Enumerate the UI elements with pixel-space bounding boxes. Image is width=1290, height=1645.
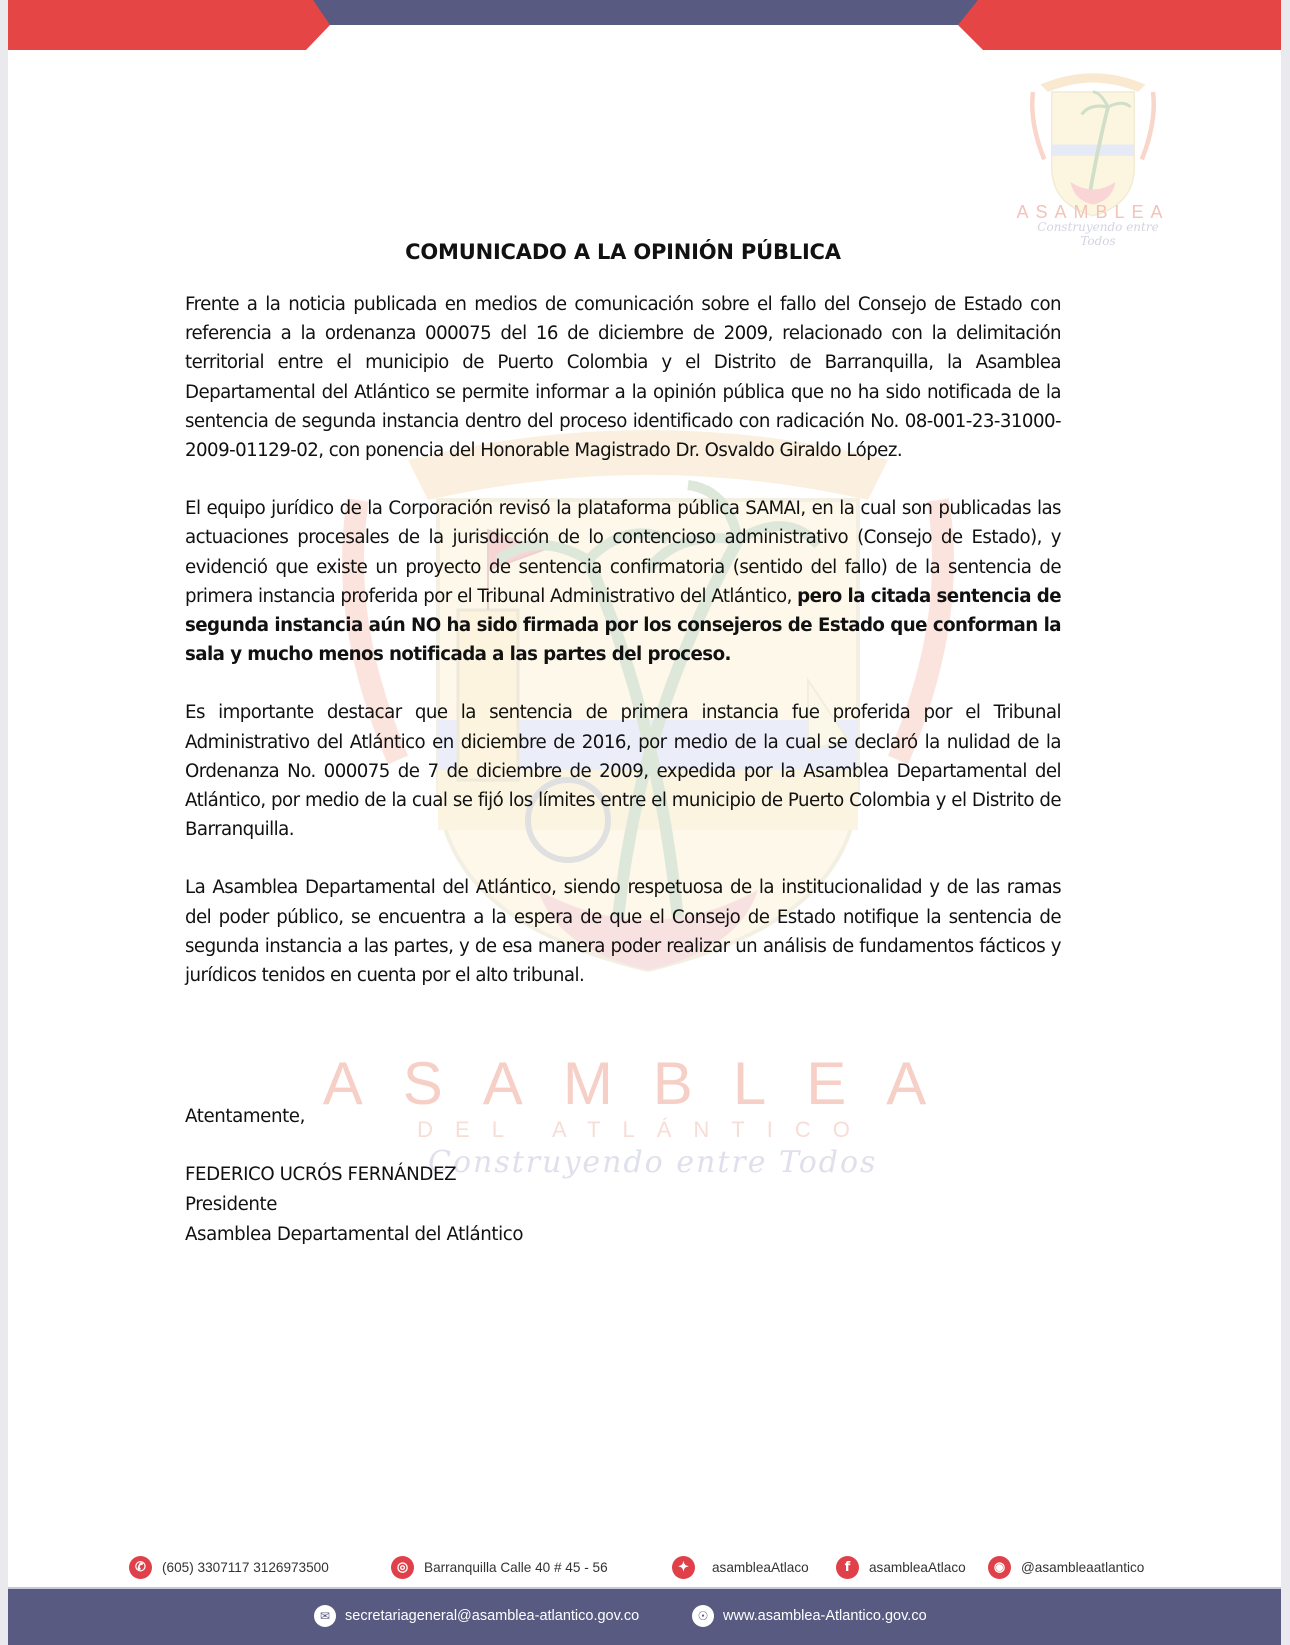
- paragraph-2: [185, 494, 1061, 669]
- address-text: Barranquilla Calle 40 # 45 - 56: [424, 1559, 608, 1575]
- footer-address: [391, 1553, 608, 1581]
- facebook-handle[interactable]: asambleaAtlaco: [869, 1559, 966, 1575]
- phone-icon: ✆: [129, 1556, 152, 1579]
- watermark-asamblea: ASAMBLEA: [322, 1050, 967, 1117]
- corner-logo-name: ASAMBLEA: [1016, 202, 1170, 222]
- signer-organization: Asamblea Departamental del Atlántico: [185, 1224, 524, 1246]
- phone-number: (605) 3307117 3126973500: [162, 1559, 329, 1575]
- letter-page: [8, 0, 1281, 1645]
- instagram-handle[interactable]: @asambleaatlantico: [1021, 1559, 1145, 1575]
- email-address[interactable]: secretariageneral@asamblea-atlantico.gov.co: [345, 1608, 640, 1624]
- letter-body: [185, 240, 1061, 1250]
- globe-icon: ☉: [692, 1605, 714, 1627]
- footer-instagram[interactable]: [988, 1553, 1144, 1581]
- email-icon: ✉: [314, 1605, 336, 1627]
- paragraph-1: Frente a la noticia publicada en medios de comunicación sobre el fallo del Consejo de Estado con referencia a la ordenanza 000075 del 16 de diciembre de 2009, relacionado con la delimitación territorial entre el municipio de Puerto Colombia y el Distrito de Barranquilla, la Asamblea Departamental del Atlántico se permite informar a la opinión pública que no ha sido notificada de la sentencia de segunda instancia dentro del proceso identificado con radicación No. 08-001-23-31000-2009-01129-02, con ponencia del Honorable Magistrado Dr. Osvaldo Giraldo López.: [185, 294, 1061, 462]
- watermark-del-atlantico: DEL ATLÁNTICO: [417, 1117, 872, 1142]
- signer-name: FEDERICO UCRÓS FERNÁNDEZ: [185, 1164, 457, 1186]
- header-white-notch: [306, 25, 983, 50]
- header-indigo-top: [313, 0, 978, 25]
- header-band: [8, 0, 1281, 52]
- twitter-handle[interactable]: asambleaAtlaco: [712, 1559, 809, 1575]
- closing: Atentamente,: [185, 1106, 305, 1128]
- footer-website[interactable]: [692, 1605, 927, 1627]
- footer-email[interactable]: [314, 1605, 639, 1627]
- instagram-icon: ◉: [988, 1556, 1011, 1579]
- paragraph-2-text: El equipo jurídico de la Corporación revisó la plataforma pública SAMAI, en la cual son publicadas las actuaciones procesales de la jurisdicción de lo contencioso administrativo (Consejo de Estado), y evidenció que existe un proyecto de sentencia confirmatoria (sentido del fallo) de la sentencia de primera instancia proferida por el Tribunal Administrativo del Atlántico,: [185, 498, 1061, 607]
- corner-logo-slogan: Construyendo entre Todos: [1037, 220, 1159, 248]
- footer-contact-row: [8, 1553, 1281, 1581]
- watermark-slogan: Construyendo entre Todos: [428, 1145, 878, 1180]
- footer-phone: [129, 1553, 329, 1581]
- footer-twitter[interactable]: [672, 1553, 809, 1581]
- document-title: COMUNICADO A LA OPINIÓN PÚBLICA: [405, 240, 841, 264]
- twitter-icon: ✦: [672, 1556, 695, 1579]
- facebook-icon: f: [836, 1556, 859, 1579]
- footer-facebook[interactable]: [836, 1553, 966, 1581]
- website-url[interactable]: www.asamblea-Atlantico.gov.co: [723, 1608, 927, 1624]
- paragraph-2-bold-text: pero la citada sentencia de segunda instancia aún NO ha sido firmada por los consejeros de Estado que conforman la sala y mucho menos notificada a las partes del proceso.: [185, 585, 1062, 666]
- location-pin-icon: ◎: [391, 1556, 414, 1579]
- signer-role: Presidente: [185, 1194, 278, 1216]
- paragraph-4: La Asamblea Departamental del Atlántico, siendo respetuosa de la institucionalidad y de las ramas del poder público, se encuentra a la espera de que el Consejo de Estado notifique la sentencia de segunda instancia a las partes, y de esa manera poder realizar un análisis de fundamentos fácticos y jurídicos tenidos en cuenta por el alto tribunal.: [185, 877, 1061, 987]
- paragraph-3: Es importante destacar que la sentencia de primera instancia fue proferida por el Tribunal Administrativo del Atlántico en diciembre de 2016, por medio de la cual se declaró la nulidad de la Ordenanza No. 000075 de 7 de diciembre de 2009, expedida por la Asamblea Departamental del Atlántico, por medio de la cual se fijó los límites entre el municipio de Puerto Colombia y el Distrito de Barranquilla.: [185, 702, 1061, 841]
- footer-band: [8, 1589, 1281, 1645]
